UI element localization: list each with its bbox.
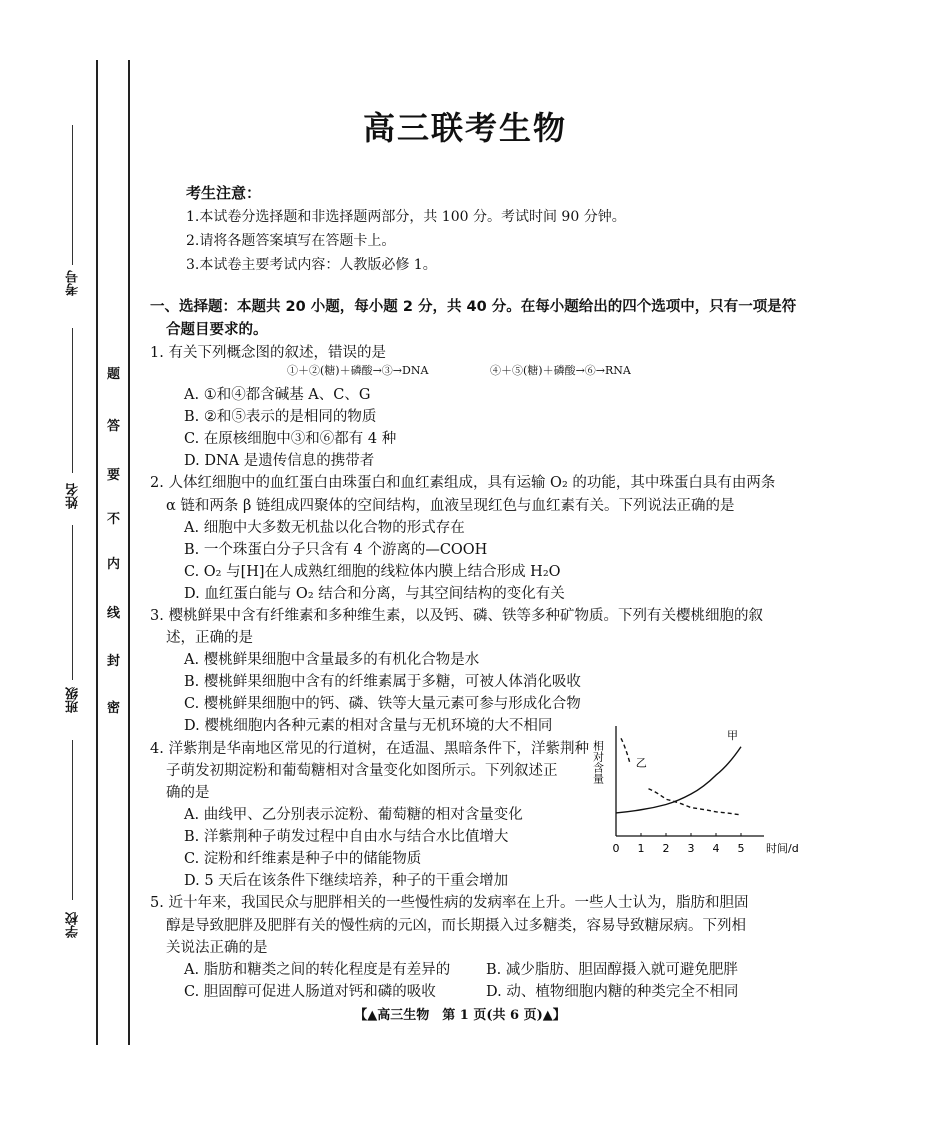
option: B. 一个珠蛋白分子只含有 4 个游离的—COOH bbox=[184, 542, 488, 558]
field-line-school bbox=[72, 740, 73, 900]
seal-char: 内 bbox=[107, 557, 121, 572]
notice-item: 1.本试卷分选择题和非选择题两部分，共 100 分。考试时间 90 分钟。 bbox=[186, 209, 626, 225]
option: B. 减少脂肪、胆固醇摄入就可避免肥胖 bbox=[486, 962, 738, 978]
content-change-chart bbox=[590, 718, 799, 868]
label-name: 姓名 bbox=[66, 483, 81, 509]
page-title: 高三联考生物 bbox=[362, 109, 567, 147]
option: D. DNA 是遗传信息的携带者 bbox=[184, 453, 375, 469]
option: B. 樱桃鲜果细胞中含有的纤维素属于多糖，可被人体消化吸收 bbox=[184, 674, 581, 690]
option: A. 脂肪和糖类之间的转化程度是有差异的 bbox=[184, 962, 451, 978]
margin-line-left bbox=[96, 60, 98, 1045]
section-heading: 一、选择题：本题共 20 小题，每小题 2 分，共 40 分。在每小题给出的四个选项中，只有一项是符 bbox=[150, 299, 797, 315]
seal-char: 要 bbox=[107, 468, 121, 483]
option: D. 樱桃细胞内各种元素的相对含量与无机环境的大不相同 bbox=[184, 718, 553, 734]
notice-item: 3.本试卷主要考试内容：人教版必修 1。 bbox=[186, 257, 437, 273]
seal-char: 不 bbox=[107, 512, 121, 527]
series-line bbox=[616, 747, 741, 813]
x-tick-label: 5 bbox=[737, 842, 745, 855]
x-axis-label: 时间/d bbox=[766, 842, 799, 855]
margin-line-right bbox=[128, 60, 130, 1045]
option: D. 血红蛋白能与 O₂ 结合和分离，与其空间结构的变化有关 bbox=[184, 586, 565, 602]
question-stem: 5. 近十年来，我国民众与肥胖相关的一些慢性病的发病率在上升。一些人士认为，脂肪和胆固 bbox=[150, 895, 749, 911]
question-stem: 1. 有关下列概念图的叙述，错误的是 bbox=[150, 345, 386, 361]
question-stem-cont: 确的是 bbox=[166, 785, 210, 801]
question-stem: 4. 洋紫荆是华南地区常见的行道树，在适温、黑暗条件下，洋紫荆种 bbox=[150, 741, 589, 757]
question-stem-cont: 关说法正确的是 bbox=[166, 940, 268, 956]
seal-char: 封 bbox=[107, 654, 121, 669]
option: A. 樱桃鲜果细胞中含量最多的有机化合物是水 bbox=[184, 652, 480, 668]
question-stem-cont: 醇是导致肥胖及肥胖有关的慢性病的元凶，而长期摄入过多糖类，容易导致糖尿病。下列相 bbox=[166, 918, 746, 934]
notice-item: 2.请将各题答案填写在答题卡上。 bbox=[186, 233, 396, 249]
question-stem: 3. 樱桃鲜果中含有纤维素和多种维生素，以及钙、磷、铁等多种矿物质。下列有关樱桃细胞的叙 bbox=[150, 608, 763, 624]
question-stem-cont: α 链和两条 β 链组成四聚体的空间结构，血液呈现红色与血红素有关。下列说法正确的是 bbox=[166, 498, 735, 514]
notice-heading: 考生注意： bbox=[186, 184, 262, 202]
option: B. 洋紫荆种子萌发过程中自由水与结合水比值增大 bbox=[184, 829, 509, 845]
option: A. 细胞中大多数无机盐以化合物的形式存在 bbox=[184, 520, 465, 536]
seal-char: 题 bbox=[107, 367, 121, 382]
x-tick-label: 1 bbox=[637, 842, 645, 855]
field-line-class bbox=[72, 525, 73, 680]
series-line bbox=[621, 738, 630, 762]
question-stem: 2. 人体红细胞中的血红蛋白由珠蛋白和血红素组成，具有运输 O₂ 的功能，其中珠蛋白具有由两条 bbox=[150, 475, 776, 491]
field-line-name bbox=[72, 328, 73, 473]
x-tick-label: 4 bbox=[712, 842, 720, 855]
seal-char: 线 bbox=[107, 606, 121, 621]
option: C. 樱桃鲜果细胞中的钙、磷、铁等大量元素可参与形成化合物 bbox=[184, 696, 581, 712]
label-class: 班级 bbox=[66, 687, 81, 713]
label-school: 学校 bbox=[66, 912, 81, 938]
x-tick-label: 2 bbox=[662, 842, 670, 855]
option: B. ②和⑤表示的是相同的物质 bbox=[184, 409, 377, 425]
option: C. 胆固醇可促进人肠道对钙和磷的吸收 bbox=[184, 984, 436, 1000]
series-label: 乙 bbox=[635, 756, 647, 770]
seal-char: 密 bbox=[107, 701, 121, 716]
option: C. O₂ 与[H]在人成熟红细胞的线粒体内膜上结合形成 H₂O bbox=[184, 564, 561, 580]
question-stem-cont: 子萌发初期淀粉和葡萄糖相对含量变化如图所示。下列叙述正 bbox=[166, 763, 558, 779]
question-stem-cont: 述，正确的是 bbox=[166, 630, 253, 646]
series-label: 甲 bbox=[727, 728, 738, 742]
section-heading-cont: 合题目要求的。 bbox=[166, 322, 268, 338]
x-tick-label: 3 bbox=[687, 842, 695, 855]
concept-diagram-rna: ④＋⑤(糖)＋磷酸→⑥→RNA bbox=[490, 364, 631, 377]
option: D. 5 天后在该条件下继续培养，种子的干重会增加 bbox=[184, 873, 509, 889]
seal-char: 答 bbox=[107, 419, 121, 434]
concept-diagram-dna: ①＋②(糖)＋磷酸→③→DNA bbox=[287, 364, 429, 377]
option: C. 在原核细胞中③和⑥都有 4 种 bbox=[184, 431, 397, 447]
option: D. 动、植物细胞内糖的种类完全不相同 bbox=[486, 984, 739, 1000]
option: A. ①和④都含碱基 A、C、G bbox=[184, 387, 371, 403]
label-exam-number: 考号 bbox=[66, 270, 81, 296]
y-axis-label: 相对含量 bbox=[591, 740, 605, 784]
option: C. 淀粉和纤维素是种子中的储能物质 bbox=[184, 851, 422, 867]
page-footer: 【▲高三生物 第 1 页(共 6 页)▲】 bbox=[354, 1008, 566, 1023]
option: A. 曲线甲、乙分别表示淀粉、葡萄糖的相对含量变化 bbox=[184, 807, 523, 823]
x-tick-label: 0 bbox=[612, 842, 620, 855]
